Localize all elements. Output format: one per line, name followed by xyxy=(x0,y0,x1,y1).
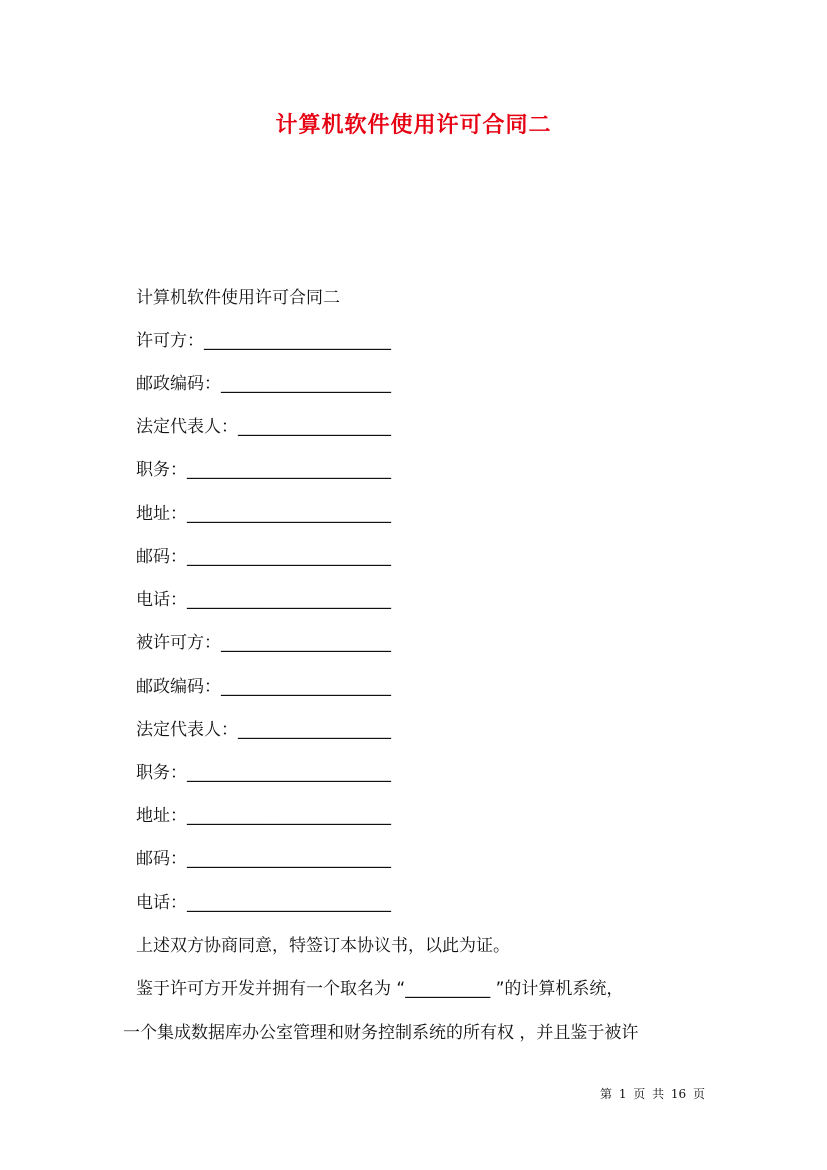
licensor-postcode-field: 邮政编码：____________________ xyxy=(136,374,391,394)
licensee-legal-rep-field: 法定代表人：__________________ xyxy=(136,720,391,740)
licensor-address-field: 地址：________________________ xyxy=(136,504,391,524)
licensor-field: 许可方：______________________ xyxy=(136,331,391,351)
licensee-position-field: 职务：________________________ xyxy=(136,763,391,783)
licensor-zip-field: 邮码：________________________ xyxy=(136,547,391,567)
licensor-phone-field: 电话：________________________ xyxy=(136,590,391,610)
agreement-paragraph: 上述双方协商同意，特签订本协议书，以此为证。 xyxy=(136,936,510,956)
licensee-postcode-field: 邮政编码：____________________ xyxy=(136,677,391,697)
licensee-phone-field: 电话：________________________ xyxy=(136,893,391,913)
licensee-zip-field: 邮码：________________________ xyxy=(136,849,391,869)
recital-paragraph-line-1: 鉴于许可方开发并拥有一个取名为 “__________ ”的计算机系统， xyxy=(136,979,624,999)
page-number-footer: 第 1 页 共 16 页 xyxy=(600,1087,705,1101)
licensee-field: 被许可方：____________________ xyxy=(136,633,391,653)
licensee-address-field: 地址：________________________ xyxy=(136,806,391,826)
contract-subtitle: 计算机软件使用许可合同二 xyxy=(136,288,340,308)
licensor-legal-rep-field: 法定代表人：__________________ xyxy=(136,417,391,437)
document-title: 计算机软件使用许可合同二 xyxy=(275,112,552,138)
licensor-position-field: 职务：________________________ xyxy=(136,460,391,480)
recital-paragraph-line-2: 一个集成数据库办公室管理和财务控制系统的所有权 ，并且鉴于被许 xyxy=(123,1023,639,1043)
